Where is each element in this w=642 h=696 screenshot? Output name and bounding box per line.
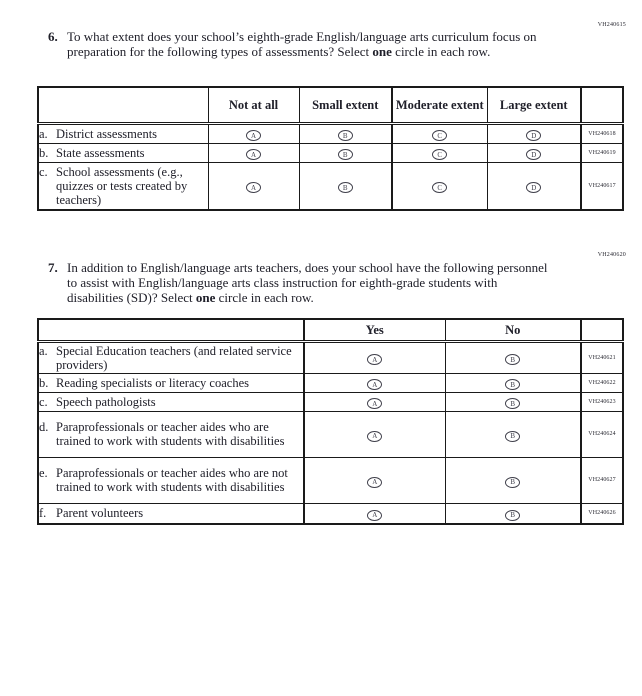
response-oval-q6b-not-at-all[interactable]: A: [246, 149, 261, 160]
header-row: [38, 319, 623, 341]
column-header-not-at-all: Not at all: [208, 87, 299, 123]
response-oval-q7d-no[interactable]: B: [505, 431, 520, 442]
row-code: VH240618: [581, 123, 623, 143]
response-oval-q7d-yes[interactable]: A: [367, 431, 382, 442]
row-code: VH240623: [581, 392, 623, 411]
table-row-speech-pathologists: [38, 392, 623, 411]
response-oval-q6b-large-extent[interactable]: D: [526, 149, 541, 160]
question-7-code: VH240620: [597, 252, 626, 258]
response-oval-q7e-yes[interactable]: A: [367, 477, 382, 488]
row-code: VH240617: [581, 162, 623, 210]
response-oval-q7b-yes[interactable]: A: [367, 379, 382, 390]
response-oval-q6a-large-extent[interactable]: D: [526, 130, 541, 141]
row-label: a. Special Education teachers (and related service providers): [38, 341, 304, 373]
response-oval-q7f-yes[interactable]: A: [367, 510, 382, 521]
table-row-paraprofessionals-not-trained: [38, 457, 623, 503]
table-row-parent-volunteers: [38, 503, 623, 524]
empty-corner-cell: [38, 319, 304, 341]
response-oval-q7a-no[interactable]: B: [505, 354, 520, 365]
row-label: c. Speech pathologists: [38, 392, 304, 411]
response-oval-q7c-no[interactable]: B: [505, 398, 520, 409]
question-7-table: [37, 318, 624, 525]
row-label: e. Paraprofessionals or teacher aides who are not trained to work with students with disabilities: [38, 457, 304, 503]
table-row-reading-specialists: [38, 373, 623, 392]
column-header-moderate-extent: Moderate extent: [392, 87, 487, 123]
row-code: VH240626: [581, 503, 623, 524]
question-7-text: In addition to English/language arts teachers, does your school have the following personnel to assist with English/language arts class instruction for eighth-grade students with disabilities (SD)? Select one circle in each row.: [67, 260, 548, 305]
empty-corner-cell: [38, 87, 208, 123]
response-oval-q6b-moderate-extent[interactable]: C: [432, 149, 447, 160]
question-6-text: To what extent does your school’s eighth-grade English/language arts curriculum focus on preparation for the following types of assessments? Select one circle in each row.: [67, 29, 537, 59]
row-label: b. State assessments: [38, 143, 208, 162]
response-oval-q6c-small-extent[interactable]: B: [338, 182, 353, 193]
header-row: [38, 87, 623, 123]
question-7: [48, 260, 553, 305]
response-oval-q6c-moderate-extent[interactable]: C: [432, 182, 447, 193]
column-header-no: No: [445, 319, 581, 341]
row-code: VH240621: [581, 341, 623, 373]
row-code: VH240624: [581, 411, 623, 457]
row-code: VH240622: [581, 373, 623, 392]
question-7-number: 7.: [48, 260, 58, 275]
response-oval-q7a-yes[interactable]: A: [367, 354, 382, 365]
row-label: c. School assessments (e.g., quizzes or tests created by teachers): [38, 162, 208, 210]
response-oval-q6b-small-extent[interactable]: B: [338, 149, 353, 160]
response-oval-q7e-no[interactable]: B: [505, 477, 520, 488]
row-label: d. Paraprofessionals or teacher aides who are trained to work with students with disabilities: [38, 411, 304, 457]
response-oval-q7c-yes[interactable]: A: [367, 398, 382, 409]
row-label: f. Parent volunteers: [38, 503, 304, 524]
response-oval-q6c-not-at-all[interactable]: A: [246, 182, 261, 193]
question-6-number: 6.: [48, 29, 58, 44]
row-code: VH240627: [581, 457, 623, 503]
response-oval-q6a-not-at-all[interactable]: A: [246, 130, 261, 141]
table-row-school-assessments: [38, 162, 623, 210]
table-row-district-assessments: [38, 123, 623, 143]
table-row-state-assessments: [38, 143, 623, 162]
response-oval-q6c-large-extent[interactable]: D: [526, 182, 541, 193]
column-header-yes: Yes: [304, 319, 445, 341]
row-label: a. District assessments: [38, 123, 208, 143]
table-row-paraprofessionals-trained: [38, 411, 623, 457]
empty-code-header-cell: [581, 87, 623, 123]
response-oval-q7f-no[interactable]: B: [505, 510, 520, 521]
response-oval-q6a-small-extent[interactable]: B: [338, 130, 353, 141]
row-label: b. Reading specialists or literacy coaches: [38, 373, 304, 392]
question-6: [48, 29, 553, 59]
table-row-special-education-teachers: [38, 341, 623, 373]
bold-one: one: [372, 44, 392, 59]
bold-one: one: [195, 290, 216, 305]
empty-code-header-cell: [581, 319, 623, 341]
column-header-small-extent: Small extent: [299, 87, 392, 123]
question-6-code: VH240615: [597, 22, 626, 28]
question-6-table: [37, 86, 624, 211]
column-header-large-extent: Large extent: [487, 87, 581, 123]
response-oval-q6a-moderate-extent[interactable]: C: [432, 130, 447, 141]
response-oval-q7b-no[interactable]: B: [505, 379, 520, 390]
row-code: VH240619: [581, 143, 623, 162]
